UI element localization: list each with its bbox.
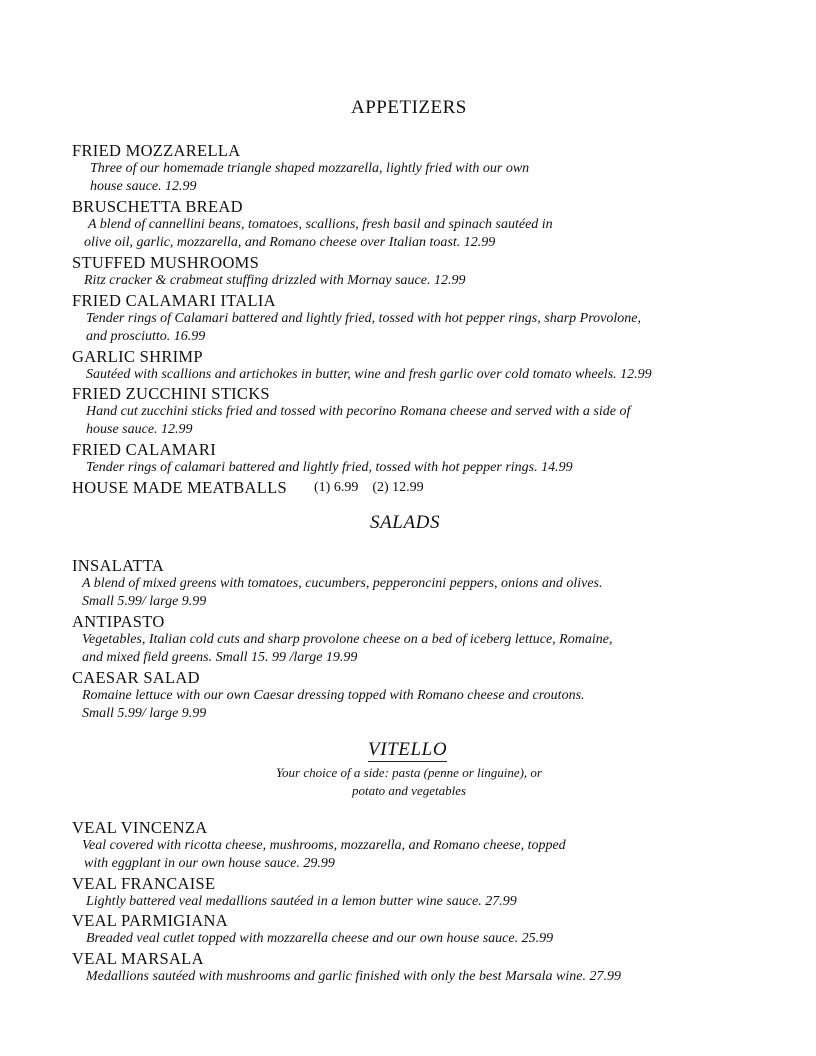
menu-item-description: Ritz cracker & crabmeat stuffing drizzled with Mornay sauce. 12.99 bbox=[84, 273, 466, 288]
menu-item-stuffed-mushrooms: STUFFED MUSHROOMS bbox=[72, 253, 260, 272]
menu-item-description: house sauce. 12.99 bbox=[86, 422, 193, 437]
menu-item-fried-zucchini-sticks: FRIED ZUCCHINI STICKS bbox=[72, 384, 270, 403]
menu-item-fried-calamari: FRIED CALAMARI bbox=[72, 440, 216, 459]
menu-item-veal-parmigiana: VEAL PARMIGIANA bbox=[72, 911, 228, 930]
menu-item-bruschetta-bread: BRUSCHETTA BREAD bbox=[72, 197, 243, 216]
menu-item-description: with eggplant in our own house sauce. 29.99 bbox=[84, 856, 335, 871]
menu-item-house-made-meatballs: HOUSE MADE MEATBALLS bbox=[72, 478, 288, 497]
menu-item-insalatta: INSALATTA bbox=[72, 556, 165, 575]
menu-item-description: and prosciutto. 16.99 bbox=[86, 329, 206, 344]
menu-item-description: Tender rings of Calamari battered and lightly fried, tossed with hot pepper rings, sharp Provolone, bbox=[86, 311, 641, 326]
menu-item-description: Medallions sautéed with mushrooms and garlic finished with only the best Marsala wine. 27.99 bbox=[86, 969, 621, 984]
menu-item-description: Three of our homemade triangle shaped mozzarella, lightly fried with our own bbox=[90, 161, 530, 176]
menu-item-description: Vegetables, Italian cold cuts and sharp provolone cheese on a bed of iceberg lettuce, Romaine, bbox=[82, 632, 613, 647]
vitello-title: VITELLO bbox=[368, 739, 448, 760]
menu-item-description: house sauce. 12.99 bbox=[90, 179, 197, 194]
menu-item-description: and mixed field greens. Small 15. 99 /large 19.99 bbox=[82, 650, 358, 665]
menu-item-description: olive oil, garlic, mozzarella, and Romano cheese over Italian toast. 12.99 bbox=[84, 235, 496, 250]
menu-item-fried-mozzarella: FRIED MOZZARELLA bbox=[72, 141, 241, 160]
menu-item-antipasto: ANTIPASTO bbox=[72, 612, 165, 631]
menu-item-description: Breaded veal cutlet topped with mozzarella cheese and our own house sauce. 25.99 bbox=[86, 931, 554, 946]
menu-item-description: Sautéed with scallions and artichokes in butter, wine and fresh garlic over cold tomato wheels. 12.99 bbox=[86, 367, 652, 382]
menu-item-description: A blend of cannellini beans, tomatoes, scallions, fresh basil and spinach sautéed in bbox=[88, 217, 553, 232]
menu-item-veal-marsala: VEAL MARSALA bbox=[72, 949, 204, 968]
menu-item-description: Tender rings of calamari battered and lightly fried, tossed with hot pepper rings. 14.99 bbox=[86, 460, 573, 475]
menu-item-description: Hand cut zucchini sticks fried and tossed with pecorino Romana cheese and served with a side of bbox=[86, 404, 631, 419]
menu-item-description: A blend of mixed greens with tomatoes, cucumbers, pepperoncini peppers, onions and olives. bbox=[82, 576, 603, 591]
appetizers-title: APPETIZERS bbox=[351, 97, 467, 118]
menu-item-price: (1) 6.99 (2) 12.99 bbox=[314, 480, 424, 495]
menu-item-fried-calamari-italia: FRIED CALAMARI ITALIA bbox=[72, 291, 276, 310]
menu-item-garlic-shrimp: GARLIC SHRIMP bbox=[72, 347, 203, 366]
menu-item-veal-francaise: VEAL FRANCAISE bbox=[72, 874, 216, 893]
vitello-side-note: potato and vegetables bbox=[351, 783, 467, 798]
salads-title: SALADS bbox=[370, 512, 441, 533]
menu-item-description: Lightly battered veal medallions sautéed in a lemon butter wine sauce. 27.99 bbox=[86, 894, 517, 909]
menu-item-description: Veal covered with ricotta cheese, mushrooms, mozzarella, and Romano cheese, topped bbox=[82, 838, 566, 853]
menu-item-veal-vincenza: VEAL VINCENZA bbox=[72, 818, 208, 837]
vitello-side-note: Your choice of a side: pasta (penne or linguine), or bbox=[276, 765, 542, 780]
menu-item-description: Romaine lettuce with our own Caesar dressing topped with Romano cheese and croutons. bbox=[82, 688, 585, 703]
menu-item-caesar-salad: CAESAR SALAD bbox=[72, 668, 200, 687]
menu-item-description: Small 5.99/ large 9.99 bbox=[82, 706, 207, 721]
menu-item-description: Small 5.99/ large 9.99 bbox=[82, 594, 207, 609]
